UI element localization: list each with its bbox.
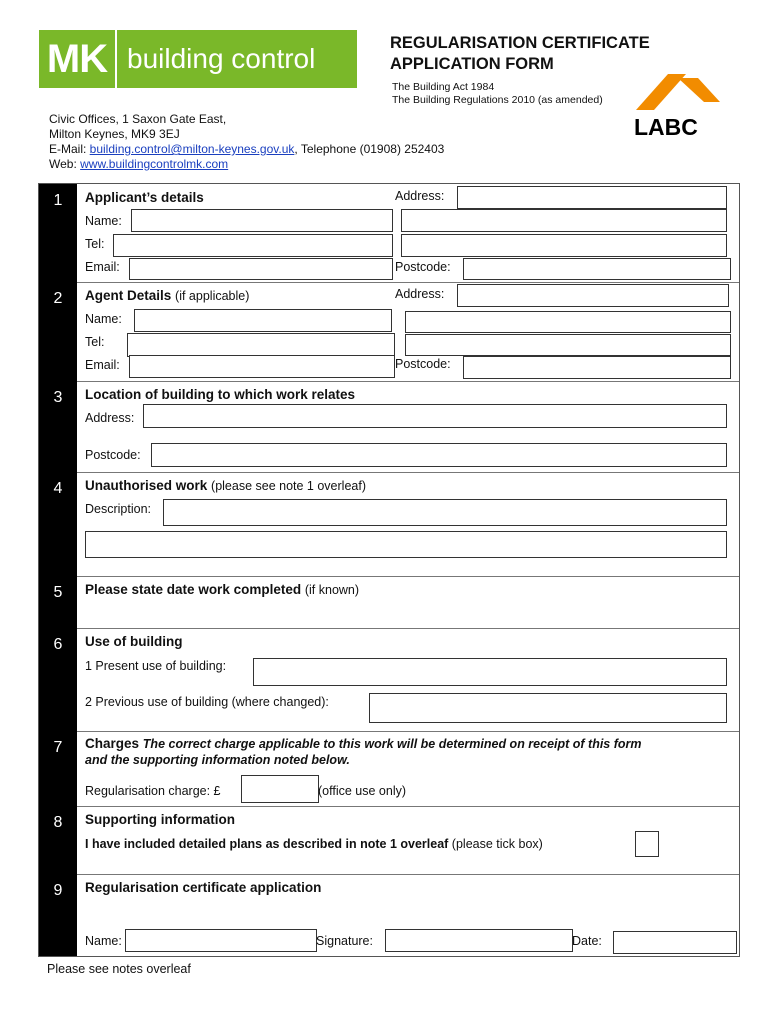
agent-address-input-2[interactable] <box>405 311 731 333</box>
title-note: (if known) <box>304 583 360 597</box>
telephone: , Telephone (01908) 252403 <box>294 142 445 156</box>
section-title: Use of building <box>85 634 183 649</box>
section-title: Agent Details (if applicable) <box>85 288 250 303</box>
section-title: Unauthorised work (please see note 1 overleaf) <box>85 478 366 493</box>
address-label: Address: <box>85 411 135 425</box>
previous-use-label: 2 Previous use of building (where changed): <box>85 695 329 709</box>
tel-label: Tel: <box>85 335 105 349</box>
legislation <box>392 81 603 107</box>
section-number: 3 <box>39 381 77 472</box>
applicant-name-input[interactable] <box>131 209 393 232</box>
description-input-2[interactable] <box>85 531 727 558</box>
email-label: Email: <box>85 260 120 274</box>
agent-name-input[interactable] <box>134 309 392 332</box>
footer-note: Please see notes overleaf <box>47 962 191 976</box>
signature-label: Signature: <box>316 934 373 948</box>
agent-postcode-input[interactable] <box>463 356 731 379</box>
act-2: The Building Regulations 2010 (as amended) <box>392 94 603 106</box>
charges-note-2: and the supporting information noted below. <box>85 753 350 767</box>
section-supporting-info <box>39 806 739 875</box>
section-number: 4 <box>39 472 77 576</box>
section-number: 7 <box>39 731 77 806</box>
present-use-label: 1 Present use of building: <box>85 659 227 673</box>
address-label: Address: <box>395 189 445 203</box>
email-label: Email: <box>85 358 120 372</box>
logo-divider <box>115 30 117 88</box>
supporting-statement: I have included detailed plans as described in note 1 overleaf (please tick box) <box>85 837 543 851</box>
charges-note-1: The correct charge applicable to this work will be determined on receipt of this form <box>142 737 642 751</box>
address-line-1: Civic Offices, 1 Saxon Gate East, <box>49 112 227 126</box>
agent-tel-input[interactable] <box>127 333 395 357</box>
plans-included-checkbox[interactable] <box>635 831 659 857</box>
section-number: 1 <box>39 184 77 282</box>
name-label: Name: <box>85 214 122 228</box>
tel-label: Tel: <box>85 237 105 251</box>
section-agent <box>39 282 739 382</box>
address-label: Address: <box>395 287 445 301</box>
web-link[interactable]: www.buildingcontrolmk.com <box>80 157 229 171</box>
section-charges <box>39 731 739 807</box>
labc-logo-text: LABC <box>634 114 698 140</box>
agent-address-input-1[interactable] <box>457 284 729 307</box>
title-line-2: APPLICATION FORM <box>390 55 554 73</box>
charge-input[interactable] <box>241 775 319 803</box>
section-title: Location of building to which work relates <box>85 387 356 402</box>
section-title: Supporting information <box>85 812 235 827</box>
section-use-of-building <box>39 628 739 732</box>
charge-label: Regularisation charge: £ <box>85 784 221 798</box>
location-address-input[interactable] <box>143 404 727 428</box>
agent-address-input-3[interactable] <box>405 334 731 356</box>
section-number: 9 <box>39 874 77 956</box>
previous-use-input[interactable] <box>369 693 727 723</box>
act-1: The Building Act 1984 <box>392 81 495 93</box>
date-input[interactable] <box>613 931 737 954</box>
name-label: Name: <box>85 312 122 326</box>
logo-text: building control <box>127 43 316 74</box>
section-number: 2 <box>39 282 77 381</box>
description-label: Description: <box>85 502 151 516</box>
title-line-1: REGULARISATION CERTIFICATE <box>390 34 650 52</box>
postcode-label: Postcode: <box>85 448 141 462</box>
applicant-address-input-1[interactable] <box>457 186 727 209</box>
signature-input[interactable] <box>385 929 573 952</box>
date-label: Date: <box>572 934 602 948</box>
section-unauthorised-work <box>39 472 739 577</box>
mk-building-control-logo <box>39 30 357 88</box>
email-prefix: E-Mail: <box>49 142 90 156</box>
section-title: Charges The correct charge applicable to this work will be determined on receipt of this form <box>85 736 642 751</box>
email-link[interactable]: building.control@milton-keynes.gov.uk <box>89 142 295 156</box>
title-note: (if applicable) <box>175 289 250 303</box>
section-number: 8 <box>39 806 77 874</box>
section-number: 6 <box>39 628 77 731</box>
applicant-postcode-input[interactable] <box>463 258 731 280</box>
application-form <box>38 183 740 957</box>
section-location <box>39 381 739 473</box>
email-line <box>49 142 444 157</box>
web-line <box>49 157 444 172</box>
postcode-label: Postcode: <box>395 357 451 371</box>
section-certificate-application <box>39 874 739 956</box>
logo-mk-text: MK <box>46 37 108 81</box>
applicant-address-input-2[interactable] <box>401 209 727 232</box>
section-date-completed <box>39 576 739 629</box>
title-note: (please see note 1 overleaf) <box>211 479 366 493</box>
address-line-2: Milton Keynes, MK9 3EJ <box>49 127 180 141</box>
section-title: Applicant’s details <box>85 190 204 205</box>
postcode-label: Postcode: <box>395 260 451 274</box>
present-use-input[interactable] <box>253 658 727 686</box>
office-use-label: (office use only) <box>318 784 407 798</box>
statement-note: (please tick box) <box>451 837 543 851</box>
description-input-1[interactable] <box>163 499 727 526</box>
section-title: Regularisation certificate application <box>85 880 322 895</box>
section-applicant <box>39 184 739 283</box>
applicant-address-input-3[interactable] <box>401 234 727 257</box>
applicant-signature-name-input[interactable] <box>125 929 317 952</box>
contact-details <box>49 112 444 172</box>
section-number: 5 <box>39 576 77 628</box>
agent-email-input[interactable] <box>129 355 395 378</box>
applicant-email-input[interactable] <box>129 258 393 280</box>
section-title: Please state date work completed (if known) <box>85 582 360 597</box>
form-title <box>390 33 650 75</box>
web-prefix: Web: <box>49 157 81 171</box>
location-postcode-input[interactable] <box>151 443 727 467</box>
applicant-tel-input[interactable] <box>113 234 393 257</box>
name-label: Name: <box>85 934 122 948</box>
